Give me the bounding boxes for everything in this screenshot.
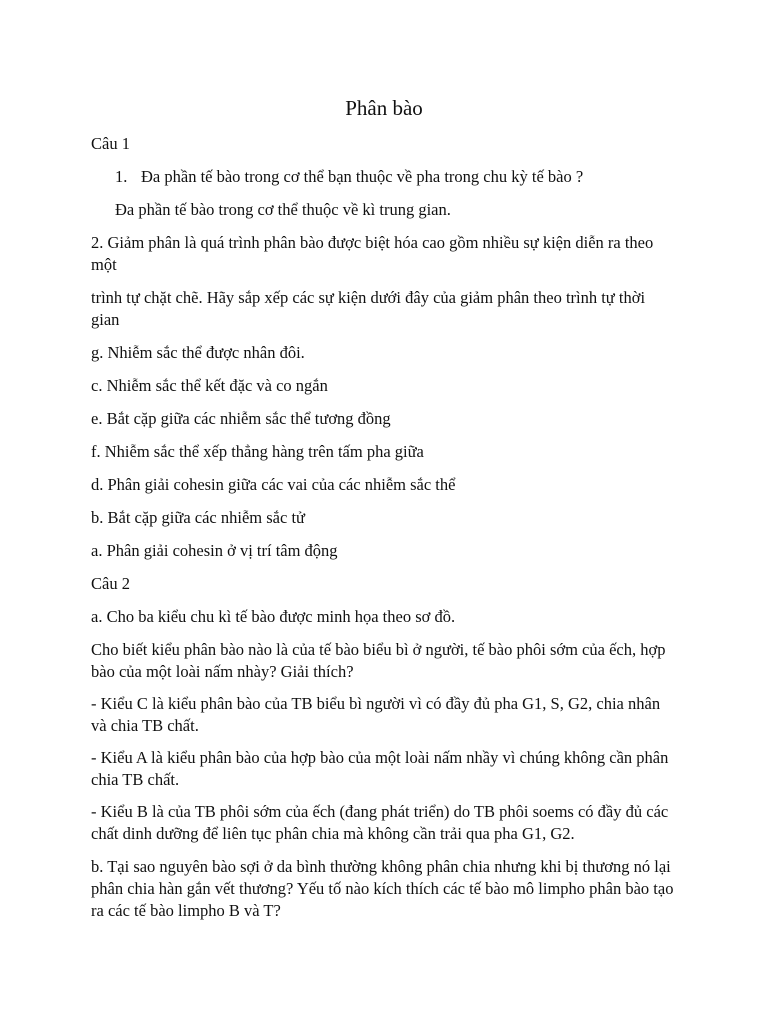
question-2-intro-part1: 2. Giảm phân là quá trình phân bào được biệt hóa cao gồm nhiều sự kiện diễn ra theo một [91,233,654,274]
answer-item: - Kiểu B là của TB phôi sớm của ếch (đang phát triển) do TB phôi soems có đầy đủ các chất dinh dưỡng để liên tục phân chia mà không cần trải qua pha G1, G2. [91,802,669,843]
question-1-prompt [115,166,705,188]
question-1-text: Đa phần tế bào trong cơ thể bạn thuộc về pha trong chu kỳ tế bào ? [141,167,584,186]
event-item: g. Nhiễm sắc thể được nhân đôi. [91,343,305,362]
question-2b-prompt: b. Tại sao nguyên bào sợi ở da bình thường không phân chia nhưng khi bị thương nó lại phân chia hàn gắn vết thương? Yếu tố nào kích thích các tế bào mô limpho phân bào tạo ra các tế bào limpho B và T? [91,857,674,920]
question-1-heading: Câu 1 [91,134,130,153]
answer-item: - Kiểu A là kiểu phân bào của hợp bào của một loài nấm nhầy vì chúng không cần phân chia TB chất. [91,748,669,789]
question-2a-question: Cho biết kiểu phân bào nào là của tế bào biểu bì ở người, tế bào phôi sớm của ếch, hợp bào của một loài nấm nhày? Giải thích? [91,640,666,681]
question-2a-prompt: a. Cho ba kiểu chu kì tế bào được minh họa theo sơ đồ. [91,607,456,626]
event-item: b. Bắt cặp giữa các nhiễm sắc tử [91,508,305,527]
question-1-answer: Đa phần tế bào trong cơ thể thuộc về kì trung gian. [115,200,451,219]
list-number: 1. [115,167,128,186]
event-item: a. Phân giải cohesin ở vị trí tâm động [91,541,338,560]
event-item: c. Nhiễm sắc thể kết đặc và co ngắn [91,376,328,395]
event-item: e. Bắt cặp giữa các nhiễm sắc thể tương đồng [91,409,391,428]
document-title: Phân bào [345,96,423,120]
event-item: d. Phân giải cohesin giữa các vai của các nhiễm sắc thể [91,475,456,494]
answer-item: - Kiểu C là kiểu phân bào của TB biểu bì người vì có đầy đủ pha G1, S, G2, chia nhân và chia TB chất. [91,694,661,735]
question-2-intro-part2: trình tự chặt chẽ. Hãy sắp xếp các sự kiện dưới đây của giảm phân theo trình tự thời gian [91,288,646,329]
event-item: f. Nhiễm sắc thể xếp thẳng hàng trên tấm pha giữa [91,442,424,461]
question-2-heading: Câu 2 [91,574,130,593]
